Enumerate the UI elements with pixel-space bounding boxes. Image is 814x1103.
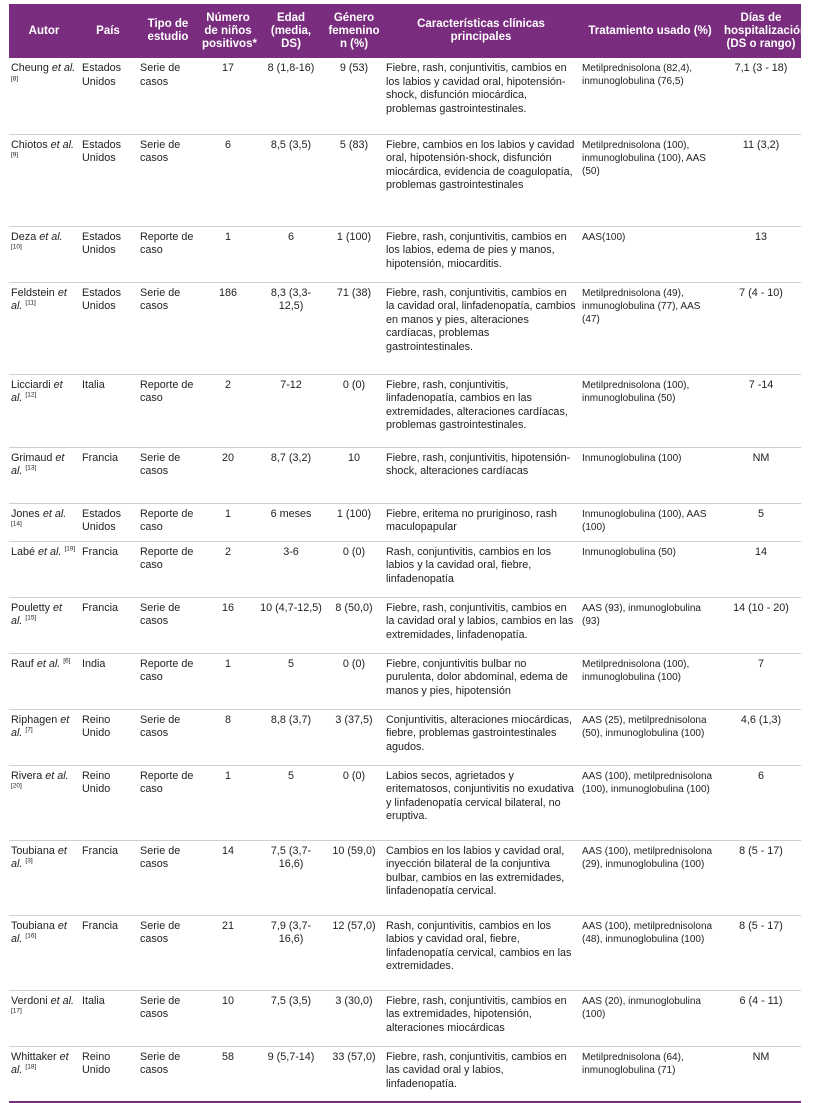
cell-tipo: Serie de casos [137,58,199,134]
cell-numero: 1 [199,765,257,840]
cell-numero: 14 [199,840,257,915]
author-name: Toubiana [11,919,55,932]
cell-tratamiento: Metilprednisolona (100), inmunoglobulina (50) [579,374,721,447]
cell-pais: Italia [79,374,137,447]
cell-tratamiento: Metilprednisolona (49), inmunoglobulina (77), AAS (47) [579,282,721,374]
cell-edad: 3-6 [257,541,325,597]
author-reference: [18] [25,1063,37,1071]
cell-edad: 7-12 [257,374,325,447]
cell-caracteristicas: Fiebre, rash, conjuntivitis, cambios en los labios y cavidad oral, hipotensión-shock, disfunción miocárdica, problemas gastrointestinales. [383,58,579,134]
cell-tipo: Serie de casos [137,840,199,915]
header-caracteristicas: Características clínicas principales [383,4,579,58]
author-name: Toubiana [11,844,55,857]
author-reference: [13] [25,464,37,472]
author-reference: [15] [25,614,37,622]
author-name: Whittaker [11,1050,57,1063]
cell-pais: Reino Unido [79,709,137,765]
cell-tipo: Reporte de caso [137,653,199,709]
cell-caracteristicas: Fiebre, rash, conjuntivitis, cambios en la cavidad oral, linfadenopatía, cambios en manos y pies, alteraciones cardíacas, problemas gastrointestinales. [383,282,579,374]
cell-pais: Reino Unido [79,765,137,840]
table-body [9,58,801,1102]
cell-caracteristicas: Rash, conjuntivitis, cambios en los labios y la cavidad oral, fiebre, linfadenopatía [383,541,579,597]
cell-genero: 0 (0) [325,541,383,597]
cell-dias: 8 (5 - 17) [721,915,801,990]
cell-tipo: Serie de casos [137,134,199,226]
cell-pais: Francia [79,840,137,915]
cell-dias: 6 [721,765,801,840]
header-tipo: Tipo de estudio [137,4,199,58]
cell-dias: 6 (4 - 11) [721,990,801,1046]
cell-dias: 8 (5 - 17) [721,840,801,915]
cell-numero: 8 [199,709,257,765]
cell-genero: 12 (57,0) [325,915,383,990]
table-row [9,58,801,134]
header-dias: Días de hospitalización (DS o rango) [721,4,801,58]
cell-autor [9,58,79,134]
cell-tipo: Serie de casos [137,915,199,990]
cell-tratamiento: Metilprednisolona (82,4), inmunoglobulina (76,5) [579,58,721,134]
cell-tratamiento: AAS (100), metilprednisolona (100), inmunoglobulina (100) [579,765,721,840]
cell-numero: 1 [199,653,257,709]
table-row [9,765,801,840]
cell-autor [9,915,79,990]
cell-dias: NM [721,447,801,503]
cell-tratamiento: Inmunoglobulina (50) [579,541,721,597]
cell-numero: 1 [199,226,257,282]
cell-caracteristicas: Fiebre, rash, conjuntivitis, cambios en las extremidades, hipotensión, alteraciones miocárdicas [383,990,579,1046]
cell-autor [9,374,79,447]
cell-caracteristicas: Fiebre, rash, conjuntivitis, cambios en la cavidad oral y labios, cambios en las extremidades, linfadenopatía. [383,597,579,653]
author-reference: [12] [25,391,37,399]
cell-edad: 7,5 (3,5) [257,990,325,1046]
author-etal: et al. [36,657,61,670]
table-row [9,840,801,915]
table-row [9,541,801,597]
cell-tratamiento: Metilprednisolona (100), inmunoglobulina (100), AAS (50) [579,134,721,226]
cell-pais: Estados Unidos [79,58,137,134]
cell-autor [9,282,79,374]
cell-caracteristicas: Conjuntivitis, alteraciones miocárdicas, fiebre, problemas gastrointestinales agudos. [383,709,579,765]
header-edad: Edad (media, DS) [257,4,325,58]
cell-tipo: Reporte de caso [137,374,199,447]
author-name: Chiotos [11,138,48,151]
cell-genero: 10 [325,447,383,503]
author-name: Rivera [11,769,43,782]
author-name: Deza [11,230,37,243]
cell-genero: 9 (53) [325,58,383,134]
cell-genero: 10 (59,0) [325,840,383,915]
table-row [9,282,801,374]
cell-autor [9,597,79,653]
cell-tratamiento: Metilprednisolona (100), inmunoglobulina (100) [579,653,721,709]
cell-tipo: Serie de casos [137,282,199,374]
cell-numero: 10 [199,990,257,1046]
cell-caracteristicas: Cambios en los labios y cavidad oral, inyección bilateral de la conjuntiva bulbar, cambios en las extremidades, linfadenopatía cervical. [383,840,579,915]
cell-autor [9,990,79,1046]
cell-autor [9,1046,79,1102]
cell-genero: 1 (100) [325,503,383,541]
cell-edad: 6 meses [257,503,325,541]
cell-tipo: Serie de casos [137,709,199,765]
table-container [9,4,808,1103]
cell-genero: 0 (0) [325,374,383,447]
cell-tratamiento: AAS (20), inmunoglobulina (100) [579,990,721,1046]
cell-genero: 0 (0) [325,765,383,840]
cell-dias: 14 (10 - 20) [721,597,801,653]
table-row [9,447,801,503]
author-etal: et al. [38,545,62,558]
cell-pais: Italia [79,990,137,1046]
cell-tipo: Serie de casos [137,597,199,653]
cell-caracteristicas: Fiebre, rash, conjuntivitis, cambios en las cavidad oral y labios, linfadenopatía. [383,1046,579,1102]
cell-edad: 7,5 (3,7-16,6) [257,840,325,915]
author-reference: [6] [63,656,71,664]
cell-pais: Francia [79,915,137,990]
cell-pais: Estados Unidos [79,282,137,374]
cell-numero: 21 [199,915,257,990]
cell-tratamiento: AAS (100), metilprednisolona (48), inmunoglobulina (100) [579,915,721,990]
cell-genero: 0 (0) [325,653,383,709]
clinical-studies-table [9,4,808,1103]
author-etal: et al. [50,138,75,151]
cell-autor [9,653,79,709]
cell-edad: 8,7 (3,2) [257,447,325,503]
cell-tratamiento: AAS(100) [579,226,721,282]
author-reference: [11] [25,299,36,307]
table-row [9,503,801,541]
author-etal: et al. [11,451,65,478]
cell-edad: 7,9 (3,7-16,6) [257,915,325,990]
cell-numero: 2 [199,541,257,597]
cell-numero: 6 [199,134,257,226]
table-row [9,1046,801,1102]
header-genero: Género femenino n (%) [325,4,383,58]
author-etal: et al. [11,919,67,946]
cell-autor [9,226,79,282]
author-reference: [20] [11,782,22,790]
header-numero: Número de niños positivos* [199,4,257,58]
author-name: Labé [11,545,36,558]
cell-pais: Francia [79,597,137,653]
cell-genero: 8 (50,0) [325,597,383,653]
author-reference: [14] [11,520,22,528]
cell-pais: Estados Unidos [79,503,137,541]
table-row [9,990,801,1046]
cell-caracteristicas: Fiebre, rash, conjuntivitis, linfadenopatía, cambios en las extremidades, alteraciones cardíacas, problemas gastrointestinales. [383,374,579,447]
cell-pais: India [79,653,137,709]
header-autor: Autor [9,4,79,58]
cell-tratamiento: Metilprednisolona (64), inmunoglobulina (71) [579,1046,721,1102]
cell-dias: 13 [721,226,801,282]
cell-tratamiento: Inmunoglobulina (100) [579,447,721,503]
cell-tratamiento: AAS (25), metilprednisolona (50), inmunoglobulina (100) [579,709,721,765]
cell-genero: 71 (38) [325,282,383,374]
author-etal: et al. [11,601,63,628]
author-name: Jones [11,507,40,520]
cell-genero: 5 (83) [325,134,383,226]
cell-numero: 20 [199,447,257,503]
author-etal: et al. [51,62,76,74]
author-etal: et al. [11,713,70,740]
cell-caracteristicas: Rash, conjuntivitis, cambios en los labios y cavidad oral, fiebre, linfadenopatía cervical, cambios en las extremidades. [383,915,579,990]
author-etal: et al. [45,769,69,782]
table-row [9,134,801,226]
author-name: Verdoni [11,994,48,1007]
cell-genero: 3 (37,5) [325,709,383,765]
cell-caracteristicas: Fiebre, conjuntivitis bulbar no purulenta, dolor abdominal, edema de manos y pies, hipotensión [383,653,579,709]
author-name: Cheung [11,62,49,74]
cell-pais: Reino Unido [79,1046,137,1102]
cell-autor [9,765,79,840]
cell-edad: 8,5 (3,5) [257,134,325,226]
author-reference: [9] [11,151,19,159]
cell-autor [9,840,79,915]
cell-pais: Estados Unidos [79,226,137,282]
cell-edad: 5 [257,765,325,840]
table-row [9,653,801,709]
cell-dias: 7,1 (3 - 18) [721,58,801,134]
author-reference: [17] [11,1007,22,1015]
cell-numero: 16 [199,597,257,653]
cell-autor [9,503,79,541]
author-reference: [19] [64,544,76,552]
author-reference: [3] [25,857,33,865]
cell-dias: NM [721,1046,801,1102]
cell-edad: 6 [257,226,325,282]
cell-dias: 7 (4 - 10) [721,282,801,374]
author-etal: et al. [11,286,67,313]
cell-caracteristicas: Fiebre, eritema no pruriginoso, rash maculopapular [383,503,579,541]
cell-dias: 7 -14 [721,374,801,447]
cell-edad: 8,3 (3,3-12,5) [257,282,325,374]
cell-caracteristicas: Fiebre, cambios en los labios y cavidad oral, hipotensión-shock, disfunción miocárdica, evidencia de coagulopatía, problemas gastrointestinales [383,134,579,226]
cell-genero: 3 (30,0) [325,990,383,1046]
cell-tratamiento: AAS (100), metilprednisolona (29), inmunoglobulina (100) [579,840,721,915]
cell-autor [9,709,79,765]
cell-caracteristicas: Labios secos, agrietados y eritematosos, conjuntivitis no exudativa y linfadenopatía cervical bilateral, no eruptiva. [383,765,579,840]
cell-tipo: Serie de casos [137,1046,199,1102]
cell-autor [9,541,79,597]
cell-edad: 9 (5,7-14) [257,1046,325,1102]
cell-pais: Francia [79,447,137,503]
header-tratamiento: Tratamiento usado (%) [579,4,721,58]
cell-genero: 1 (100) [325,226,383,282]
cell-tratamiento: Inmunoglobulina (100), AAS (100) [579,503,721,541]
author-name: Feldstein [11,286,55,299]
cell-genero: 33 (57,0) [325,1046,383,1102]
author-name: Rauf [11,657,34,670]
author-name: Riphagen [11,713,58,726]
cell-numero: 1 [199,503,257,541]
cell-edad: 8,8 (3,7) [257,709,325,765]
author-etal: et al. [11,844,67,871]
author-etal: et al. [42,507,67,520]
cell-numero: 17 [199,58,257,134]
author-etal: et al. [50,994,75,1007]
cell-tipo: Reporte de caso [137,503,199,541]
cell-autor [9,447,79,503]
table-row [9,597,801,653]
author-reference: [7] [25,726,33,734]
cell-dias: 14 [721,541,801,597]
cell-autor [9,134,79,226]
author-etal: et al. [11,378,63,405]
cell-tipo: Serie de casos [137,447,199,503]
cell-numero: 2 [199,374,257,447]
cell-pais: Estados Unidos [79,134,137,226]
cell-tratamiento: AAS (93), inmunoglobulina (93) [579,597,721,653]
cell-edad: 5 [257,653,325,709]
cell-dias: 7 [721,653,801,709]
cell-tipo: Serie de casos [137,990,199,1046]
cell-numero: 186 [199,282,257,374]
cell-edad: 10 (4,7-12,5) [257,597,325,653]
author-etal: et al. [11,1050,69,1077]
author-reference: [8] [11,75,19,82]
author-name: Licciardi [11,378,51,391]
cell-dias: 11 (3,2) [721,134,801,226]
cell-tipo: Reporte de caso [137,765,199,840]
cell-dias: 4,6 (1,3) [721,709,801,765]
table-row [9,709,801,765]
table-row [9,374,801,447]
author-name: Grimaud [11,451,53,464]
author-name: Pouletty [11,601,51,614]
author-reference: [10] [11,243,22,251]
author-etal: et al. [39,230,63,243]
cell-tipo: Reporte de caso [137,541,199,597]
cell-pais: Francia [79,541,137,597]
table-row [9,915,801,990]
cell-caracteristicas: Fiebre, rash, conjuntivitis, hipotensión-shock, alteraciones cardíacas [383,447,579,503]
author-reference: [16] [25,932,37,940]
cell-edad: 8 (1,8-16) [257,58,325,134]
cell-dias: 5 [721,503,801,541]
cell-tipo: Reporte de caso [137,226,199,282]
cell-caracteristicas: Fiebre, rash, conjuntivitis, cambios en los labios, edema de pies y manos, hipotensión, miocarditis. [383,226,579,282]
header-pais: País [79,4,137,58]
header-row [9,4,801,58]
table-row [9,226,801,282]
cell-numero: 58 [199,1046,257,1102]
